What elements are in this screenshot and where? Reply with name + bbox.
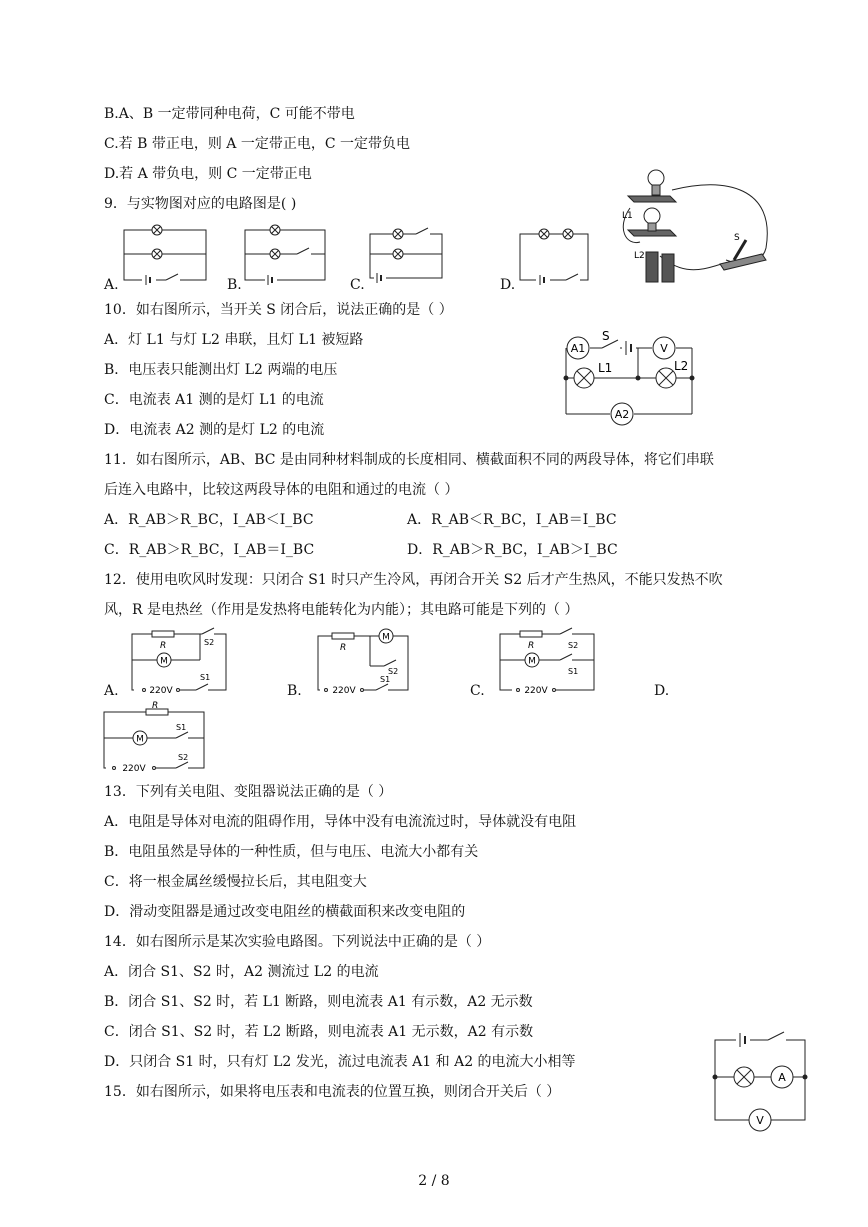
svg-text:V: V [756, 1114, 764, 1127]
question-9: 9．与实物图对应的电路图是( ) [104, 196, 297, 212]
label-l1: L1 [622, 211, 633, 221]
label-s: S [734, 233, 740, 243]
motor-icon [379, 629, 393, 643]
voltmeter-icon [653, 337, 675, 359]
option-label: B. [287, 683, 302, 699]
option-line: A．R_AB＞R_BC，I_AB＜I_BC [104, 512, 314, 528]
page-number: 2 / 8 [418, 1173, 450, 1189]
q9-circuit-c [368, 226, 458, 286]
option-label: C. [350, 277, 365, 293]
option-line: B．电压表只能测出灯 L2 两端的电压 [104, 362, 338, 378]
label-l2: L2 [674, 359, 689, 373]
option-line: C.若 B 带正电，则 A 一定带正电，C 一定带负电 [104, 136, 411, 152]
motor-icon [133, 731, 147, 745]
ammeter-icon [771, 1066, 793, 1088]
q12-circuit-b [314, 628, 414, 694]
lamp-icon [270, 249, 280, 259]
svg-text:S2: S2 [388, 667, 399, 676]
question-10: 10．如右图所示，当开关 S 闭合后，说法正确的是（ ） [104, 302, 453, 318]
q9-circuit-b [243, 226, 333, 286]
ammeter-a1-icon [567, 337, 589, 359]
lamp-icon [539, 229, 549, 239]
option-line: C．闭合 S1、S2 时，若 L2 断路，则电流表 A1 无示数，A2 有示数 [104, 1024, 534, 1040]
real-circuit-photo [616, 168, 776, 286]
option-label: A. [104, 683, 119, 699]
option-label: C. [470, 683, 485, 699]
option-line: A．闭合 S1、S2 时，A2 测流过 L2 的电流 [104, 964, 379, 980]
option-line: C．将一根金属丝缓慢拉长后，其电阻变大 [104, 874, 367, 890]
option-line: B．电阻虽然是导体的一种性质，但与电压、电流大小都有关 [104, 844, 479, 860]
question-11-cont: 后连入电路中，比较这两段导体的电阻和通过的电流（ ） [104, 482, 459, 498]
svg-text:S2: S2 [204, 638, 215, 647]
option-line: D．只闭合 S1 时，只有灯 L2 发光，流过电流表 A1 和 A2 的电流大小相等 [104, 1054, 576, 1070]
svg-text:S1: S1 [380, 675, 391, 684]
svg-text:M: M [382, 632, 390, 643]
svg-text:R: R [528, 641, 535, 651]
option-label: D. [654, 683, 670, 699]
svg-text:S1: S1 [568, 667, 579, 676]
question-12-cont: 风，R 是电热丝（作用是发热将电能转化为内能）；其电路可能是下列的（ ） [104, 602, 579, 618]
svg-text:220V: 220V [524, 686, 548, 696]
svg-text:220V: 220V [149, 686, 173, 696]
option-label: D. [500, 277, 516, 293]
bulb-icon [648, 170, 664, 195]
q12-circuit-d [102, 701, 210, 774]
question-15: 15．如右图所示，如果将电压表和电流表的位置互换，则闭合开关后（ ） [104, 1084, 561, 1100]
svg-text:R: R [340, 643, 347, 653]
option-label: A. [104, 277, 119, 293]
svg-text:A2: A2 [614, 408, 630, 421]
motor-icon [157, 653, 171, 667]
voltmeter-icon [749, 1109, 771, 1131]
svg-text:S1: S1 [176, 723, 187, 732]
label-l1: L1 [598, 361, 613, 375]
question-14: 14．如右图所示是某次实验电路图。下列说法中正确的是（ ） [104, 934, 491, 950]
svg-text:220V: 220V [332, 686, 356, 696]
svg-text:M: M [528, 656, 536, 667]
svg-text:S2: S2 [178, 753, 189, 762]
lamp-icon [563, 229, 573, 239]
svg-text:M: M [160, 656, 168, 667]
q12-circuit-a [130, 628, 230, 694]
svg-text:A: A [778, 1071, 786, 1084]
svg-text:R: R [152, 701, 159, 711]
svg-text:M: M [136, 734, 144, 745]
svg-text:220V: 220V [122, 764, 146, 774]
lamp-icon [270, 225, 280, 235]
svg-text:A1: A1 [570, 342, 586, 355]
lamp-icon [393, 229, 403, 239]
option-line: B.A、B 一定带同种电荷，C 可能不带电 [104, 106, 355, 122]
label-s: S [602, 329, 610, 343]
question-13: 13．下列有关电阻、变阻器说法正确的是（ ） [104, 784, 393, 800]
svg-text:S2: S2 [568, 641, 579, 650]
motor-icon [525, 653, 539, 667]
label-l2: L2 [634, 251, 645, 261]
q9-circuit-a [122, 226, 212, 286]
option-line: A．R_AB＜R_BC，I_AB＝I_BC [407, 512, 617, 528]
option-line: B．闭合 S1、S2 时，若 L1 断路，则电流表 A1 有示数，A2 无示数 [104, 994, 533, 1010]
lamp-l2-icon [656, 368, 676, 388]
option-line: D.若 A 带负电，则 C 一定带正电 [104, 166, 312, 182]
question-11: 11．如右图所示，AB、BC 是由同种材料制成的长度相同、横截面积不同的两段导体，将它们串联 [104, 452, 714, 468]
option-line: A．电阻是导体对电流的阻碍作用，导体中没有电流流过时，导体就没有电阻 [104, 814, 577, 830]
option-label: B. [227, 277, 242, 293]
q10-circuit [562, 329, 698, 428]
lamp-icon [734, 1067, 754, 1087]
question-12: 12．使用电吹风时发现：只闭合 S1 时只产生冷风，再闭合开关 S2 后才产生热风，不能只发热不吹 [104, 572, 723, 588]
ammeter-a2-icon [611, 403, 633, 425]
svg-text:V: V [660, 342, 668, 355]
q9-circuit-d [518, 226, 608, 286]
option-line: C．R_AB＞R_BC，I_AB＝I_BC [104, 542, 315, 558]
lamp-icon [393, 249, 403, 259]
lamp-icon [152, 249, 162, 259]
option-line: C．电流表 A1 测的是灯 L1 的电流 [104, 392, 324, 408]
q15-circuit [712, 1030, 812, 1134]
svg-text:S1: S1 [200, 673, 211, 682]
q12-circuit-c [498, 628, 598, 694]
svg-text:R: R [160, 641, 167, 651]
lamp-l1-icon [574, 368, 594, 388]
option-line: D．滑动变阻器是通过改变电阻丝的横截面积来改变电阻的 [104, 904, 466, 920]
bulb-icon [644, 208, 660, 231]
option-line: D．电流表 A2 测的是灯 L2 的电流 [104, 422, 325, 438]
lamp-icon [152, 225, 162, 235]
option-line: A．灯 L1 与灯 L2 串联，且灯 L1 被短路 [104, 332, 364, 348]
option-line: D．R_AB＞R_BC，I_AB＞I_BC [407, 542, 618, 558]
